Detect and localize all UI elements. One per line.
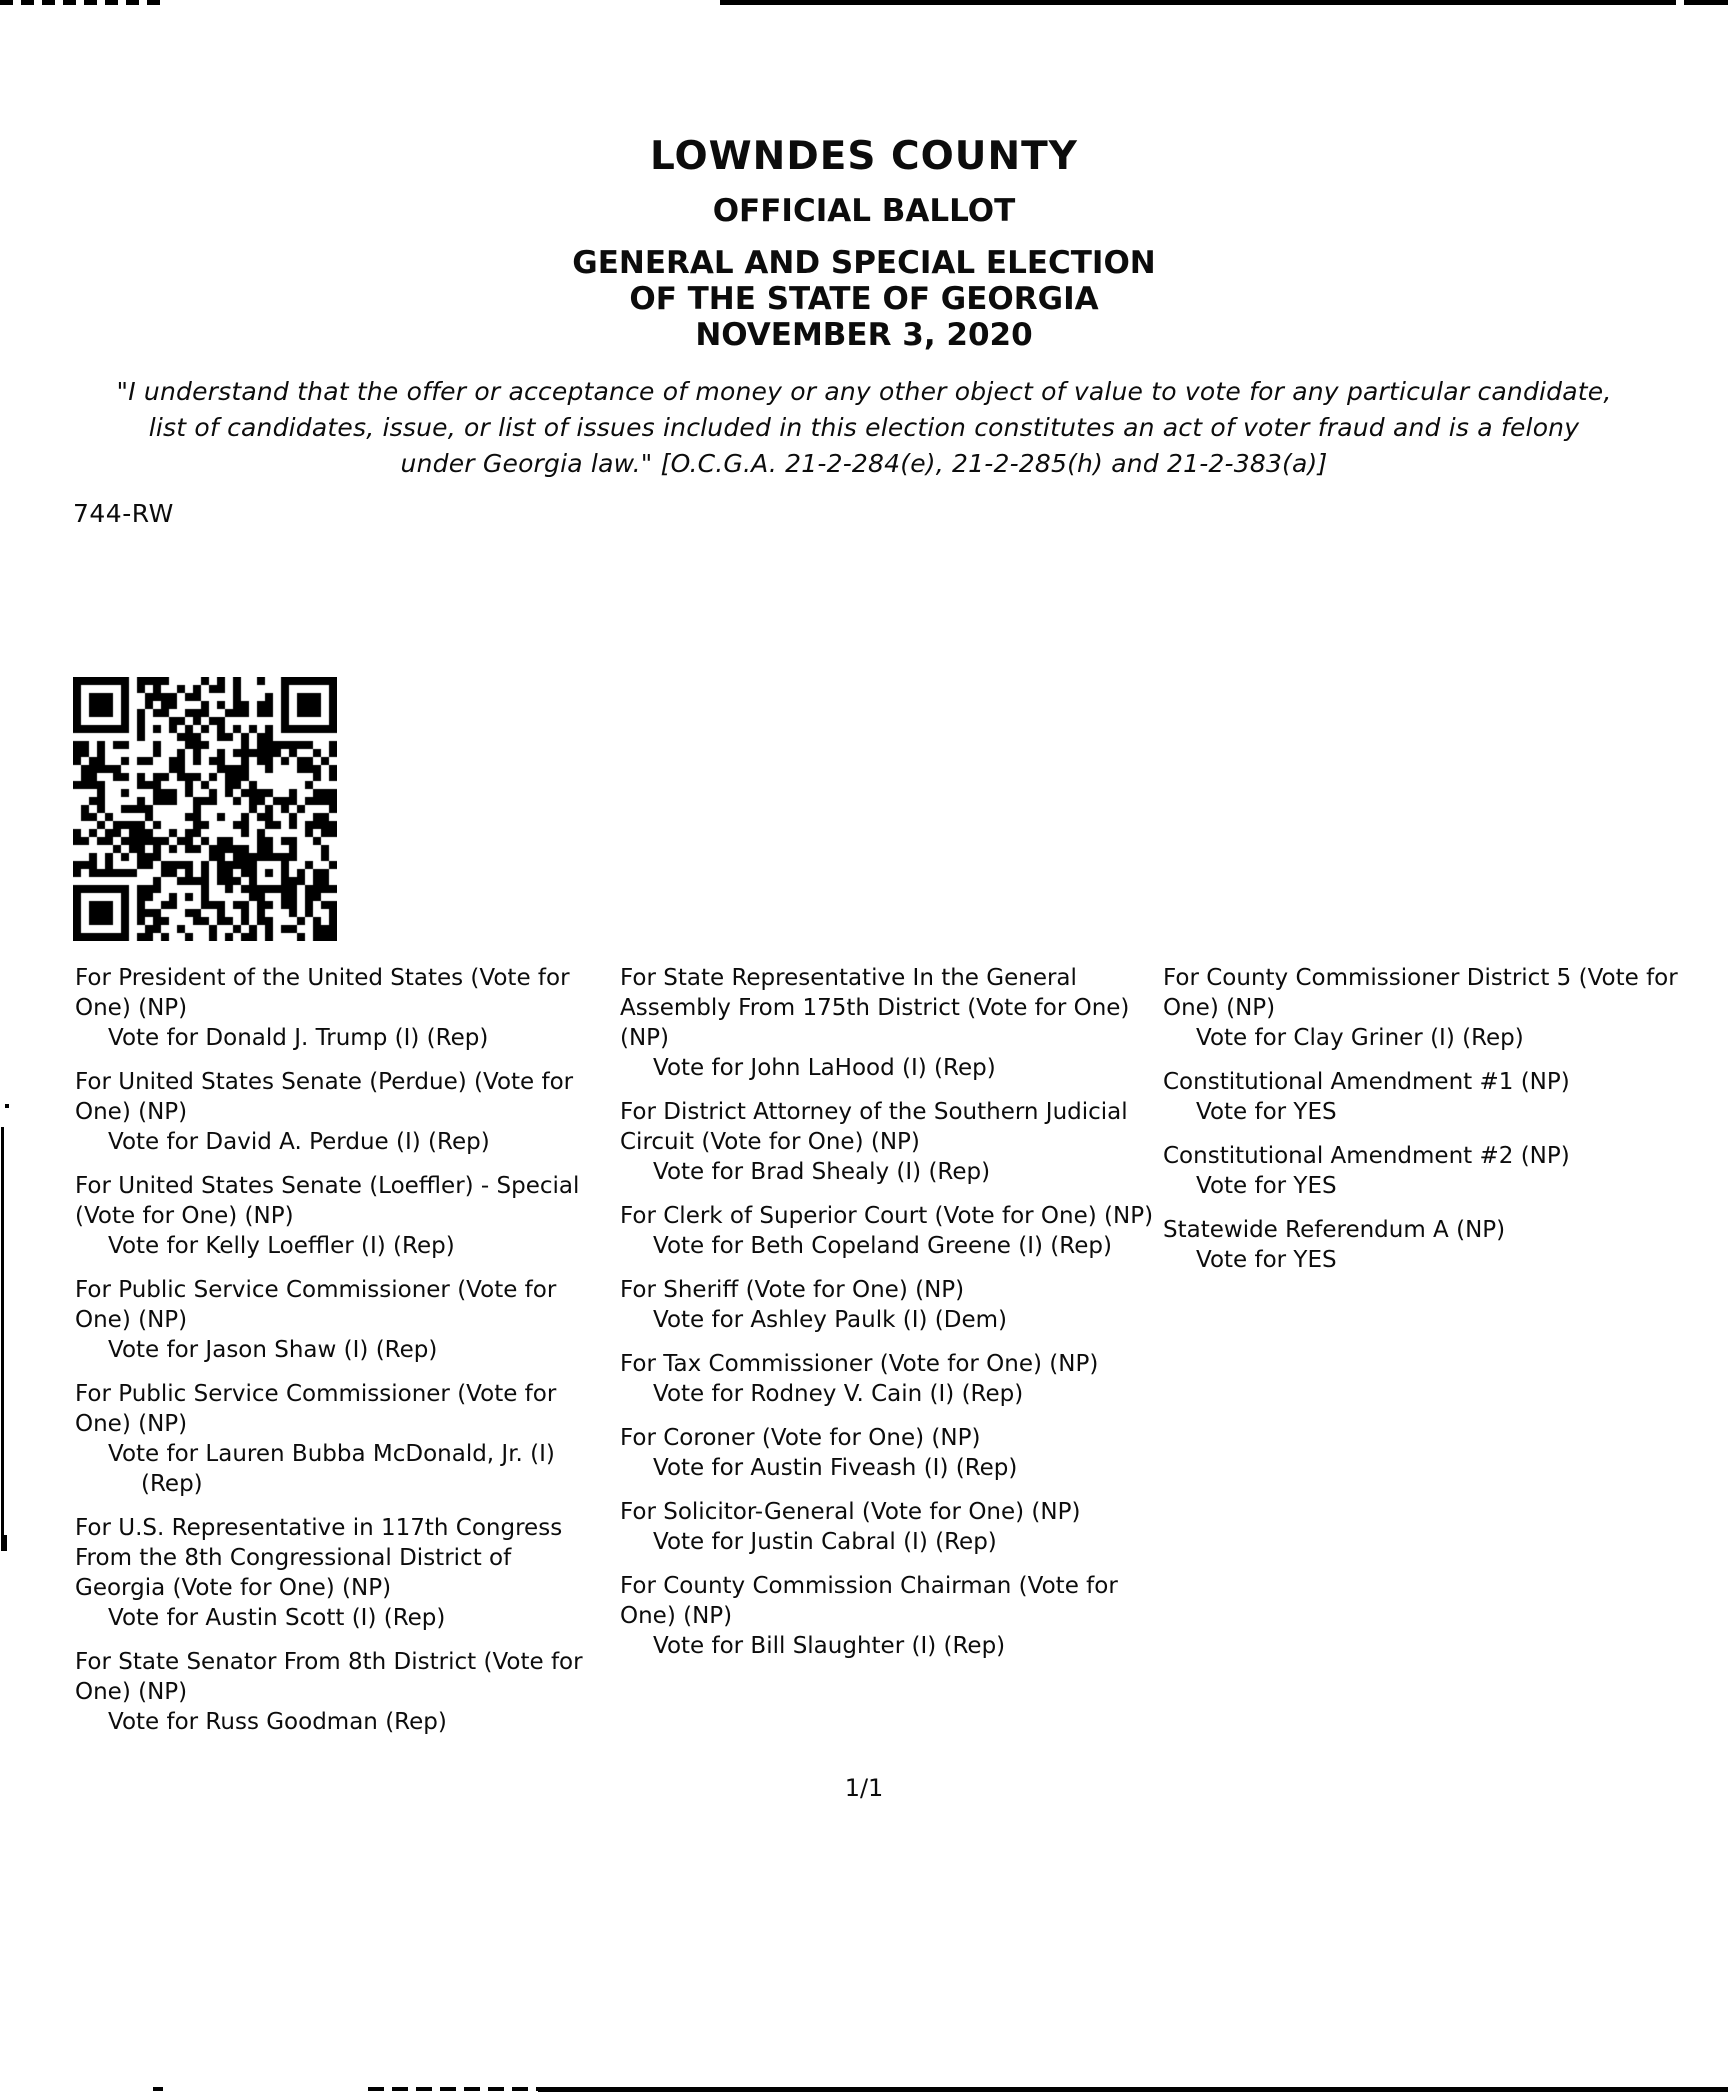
scan-artifact-left-tick <box>5 1104 9 1108</box>
election-name-line2: OF THE STATE OF GEORGIA <box>629 281 1099 317</box>
contest-column-1 <box>75 963 607 1751</box>
contest-selection: Vote for YES <box>1196 1173 1337 1199</box>
contest-selection: Vote for Ashley Paulk (I) (Dem) <box>653 1307 1007 1333</box>
contest-title: For President of the United States (Vote for One) (NP) <box>75 965 570 1021</box>
contest-title: Constitutional Amendment #2 (NP) <box>1163 1143 1570 1169</box>
voter-fraud-notice-line3: under Georgia law." [O.C.G.A. 21-2-284(e), 21-2-285(h) and 21-2-383(a)] <box>400 449 1328 478</box>
voter-fraud-notice-line2: list of candidates, issue, or list of issues included in this election constitutes an act of voter fraud and is a felony <box>148 413 1580 442</box>
contest-title: For Public Service Commissioner (Vote for One) (NP) <box>75 1277 557 1333</box>
contest <box>620 1275 1160 1335</box>
contest-selection: Vote for YES <box>1196 1099 1337 1125</box>
contest-title: For United States Senate (Loeffler) - Special (Vote for One) (NP) <box>75 1173 580 1229</box>
official-ballot-title: OFFICIAL BALLOT <box>712 193 1016 229</box>
qr-code <box>73 677 337 941</box>
contest <box>620 1497 1160 1557</box>
contest <box>75 1171 607 1261</box>
contest-selection: Vote for Rodney V. Cain (I) (Rep) <box>653 1381 1024 1407</box>
county-title: LOWNDES COUNTY <box>650 134 1078 179</box>
contest-title: For District Attorney of the Southern Judicial Circuit (Vote for One) (NP) <box>620 1099 1128 1155</box>
contest <box>1163 1215 1728 1275</box>
contest-title: For Sheriff (Vote for One) (NP) <box>620 1277 965 1303</box>
contest-selection: Vote for Clay Griner (I) (Rep) <box>1196 1025 1524 1051</box>
contest-title: For Tax Commissioner (Vote for One) (NP) <box>620 1351 1099 1377</box>
contest-title: Statewide Referendum A (NP) <box>1163 1217 1506 1243</box>
contest-selection: Vote for Russ Goodman (Rep) <box>108 1709 447 1735</box>
contest-title: For County Commissioner District 5 (Vote for One) (NP) <box>1163 965 1678 1021</box>
contest-title: For U.S. Representative in 117th Congress From the 8th Congressional District of Georgia (Vote for One) (NP) <box>75 1515 563 1601</box>
contest <box>620 1201 1160 1261</box>
scan-artifact-left-blob <box>1 1535 7 1551</box>
contest-selection: Vote for YES <box>1196 1247 1337 1273</box>
election-title <box>0 245 1728 353</box>
contest-selection: Vote for Beth Copeland Greene (I) (Rep) <box>653 1233 1112 1259</box>
scan-artifact-bottom-dash <box>153 2087 163 2091</box>
contest <box>75 1379 607 1499</box>
scan-artifact-top-dashes <box>0 0 164 5</box>
contest-column-2 <box>620 963 1160 1675</box>
contest-selection: Vote for Brad Shealy (I) (Rep) <box>653 1159 991 1185</box>
contest <box>1163 1141 1728 1201</box>
contest-title: For County Commission Chairman (Vote for One) (NP) <box>620 1573 1118 1629</box>
contest <box>75 1275 607 1365</box>
scan-artifact-bottom-line <box>538 2087 1728 2092</box>
contest <box>620 1097 1160 1187</box>
contest-selection: Vote for Kelly Loeffler (I) (Rep) <box>108 1233 455 1259</box>
contest <box>620 1571 1160 1661</box>
scan-artifact-top-gap <box>1676 0 1684 5</box>
contest-title: Constitutional Amendment #1 (NP) <box>1163 1069 1570 1095</box>
contest-selection: Vote for Lauren Bubba McDonald, Jr. (I) (Rep) <box>108 1441 555 1497</box>
contest-selection: Vote for Jason Shaw (I) (Rep) <box>108 1337 438 1363</box>
scan-artifact-top-line <box>720 0 1728 5</box>
contest <box>620 963 1160 1083</box>
contest-column-3 <box>1163 963 1728 1289</box>
contest-title: For Coroner (Vote for One) (NP) <box>620 1425 981 1451</box>
election-name-line1: GENERAL AND SPECIAL ELECTION <box>572 245 1156 281</box>
contest <box>75 1067 607 1157</box>
page-number: 1/1 <box>844 1774 884 1802</box>
voter-fraud-notice <box>0 374 1728 482</box>
contest-selection: Vote for Donald J. Trump (I) (Rep) <box>108 1025 489 1051</box>
contest-selection: Vote for Bill Slaughter (I) (Rep) <box>653 1633 1006 1659</box>
contest-selection: Vote for Austin Scott (I) (Rep) <box>108 1605 446 1631</box>
contest-selection: Vote for John LaHood (I) (Rep) <box>653 1055 996 1081</box>
ballot-style-code: 744-RW <box>73 499 174 528</box>
contest-selection: Vote for David A. Perdue (I) (Rep) <box>108 1129 490 1155</box>
contest <box>75 1513 607 1633</box>
contest-selection: Vote for Austin Fiveash (I) (Rep) <box>653 1455 1018 1481</box>
ballot-header <box>0 134 1728 353</box>
contest-title: For Public Service Commissioner (Vote for One) (NP) <box>75 1381 557 1437</box>
contest <box>75 963 607 1053</box>
contest-title: For United States Senate (Perdue) (Vote for One) (NP) <box>75 1069 574 1125</box>
contest-title: For State Senator From 8th District (Vote for One) (NP) <box>75 1649 583 1705</box>
scan-artifact-left-line <box>1 1127 4 1543</box>
contest <box>620 1423 1160 1483</box>
contest-selection: Vote for Justin Cabral (I) (Rep) <box>653 1529 997 1555</box>
election-date: NOVEMBER 3, 2020 <box>695 317 1033 353</box>
contest <box>75 1647 607 1737</box>
contest-title: For Solicitor-General (Vote for One) (NP) <box>620 1499 1081 1525</box>
voter-fraud-notice-line1: "I understand that the offer or acceptance of money or any other object of value to vote for any particular candidate, <box>116 377 1612 406</box>
contest-title: For Clerk of Superior Court (Vote for One) (NP) <box>620 1203 1154 1229</box>
contest <box>1163 963 1728 1053</box>
contest-title: For State Representative In the General Assembly From 175th District (Vote for One) (NP) <box>620 965 1130 1051</box>
contest <box>1163 1067 1728 1127</box>
scan-artifact-bottom-dashes <box>368 2087 540 2091</box>
contest <box>620 1349 1160 1409</box>
